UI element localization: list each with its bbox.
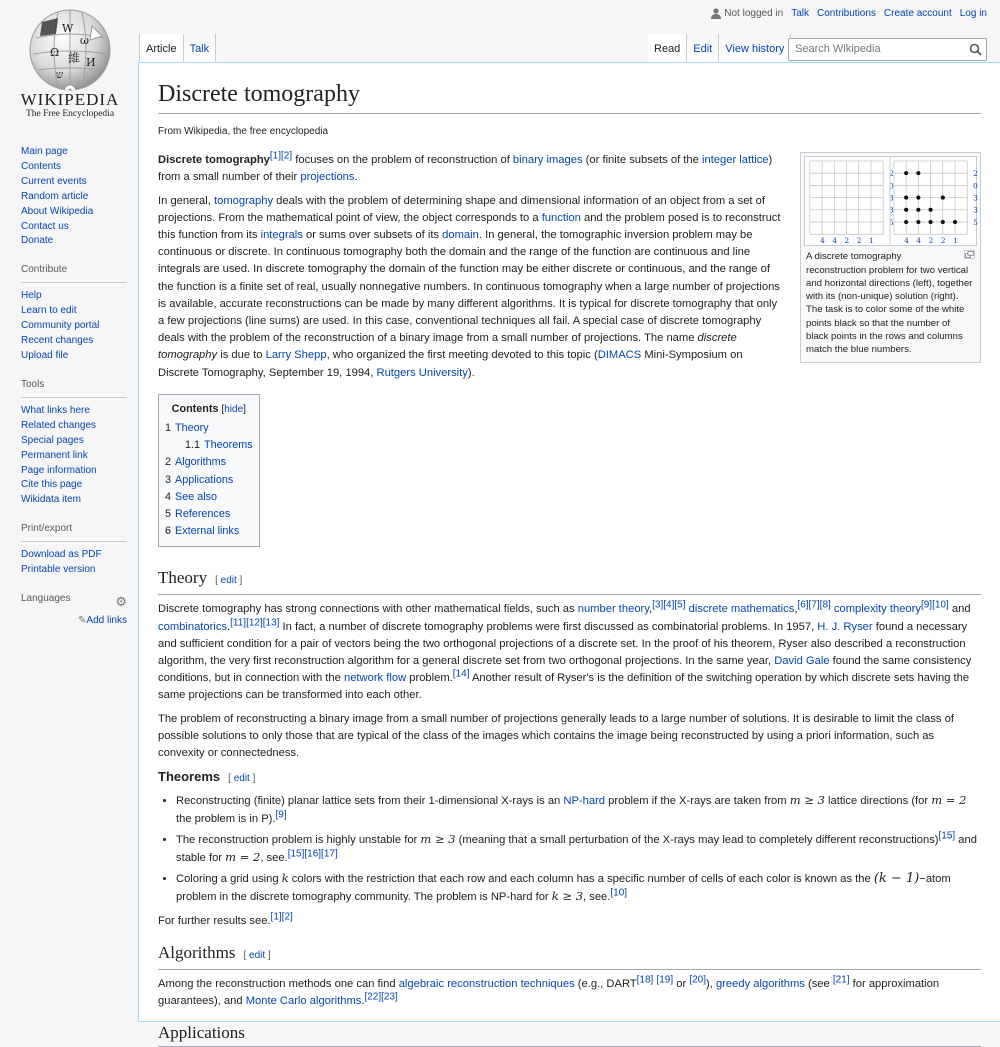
- toc-link-theorems[interactable]: Theorems: [204, 439, 253, 452]
- link-combinatorics[interactable]: combinatorics: [158, 620, 228, 633]
- bold-term: Discrete tomography: [158, 154, 270, 167]
- sidebar-item-contact[interactable]: Contact us: [21, 220, 69, 232]
- list-item: [176, 870, 981, 906]
- text: (e.g., DART: [574, 977, 637, 990]
- toc-number: 1.1: [185, 439, 201, 452]
- text: focuses on the problem of reconstruction of: [292, 154, 513, 167]
- col-sum-label: 4: [820, 236, 825, 246]
- sidebar-item-special-pages[interactable]: Special pages: [21, 434, 84, 446]
- black-point: [953, 220, 957, 224]
- toc-item[interactable]: [165, 437, 253, 454]
- link-dimacs[interactable]: DIMACS: [597, 349, 642, 362]
- row-sum-label: 3: [889, 205, 894, 215]
- text: , who organized the first meeting devoted to this topic (: [326, 349, 598, 362]
- link-algebraic-reconstruction[interactable]: algebraic reconstruction techniques: [398, 977, 575, 990]
- toc-item[interactable]: [165, 489, 253, 506]
- black-point: [941, 196, 945, 200]
- sidebar: [21, 145, 127, 638]
- svg-text:W: W: [62, 22, 74, 35]
- math-expression: (k − 1): [873, 871, 920, 887]
- ref-6-8[interactable]: [6][7][8]: [797, 599, 831, 611]
- toc-link-external-links[interactable]: External links: [175, 525, 240, 538]
- sidebar-item-learn-to-edit[interactable]: Learn to edit: [21, 305, 77, 317]
- link-larry-shepp[interactable]: Larry Shepp: [265, 349, 327, 362]
- section-heading-theory: Theory [ edit ]: [158, 567, 981, 595]
- black-point: [941, 220, 945, 224]
- link-tomography[interactable]: tomography: [213, 194, 274, 207]
- link-number-theory[interactable]: number theory: [577, 603, 650, 616]
- svg-text:維: 維: [68, 51, 81, 65]
- logo-tagline: The Free Encyclopedia: [25, 109, 115, 119]
- black-point: [904, 208, 908, 212]
- text: ,: [794, 603, 798, 616]
- text: lattice directions (for: [824, 795, 932, 808]
- text: (meaning that a small perturbation of the X-rays may lead to completely different reconstructions): [455, 833, 939, 846]
- math-expression: k: [281, 871, 289, 886]
- col-sum-label: 4: [832, 236, 837, 246]
- text: ),: [706, 977, 716, 990]
- languages-heading: Languages: [21, 593, 71, 605]
- col-sum-label: 4: [916, 236, 922, 246]
- text: For further results see.: [158, 914, 271, 927]
- row-sum-label: 3: [973, 193, 978, 203]
- text: deals with the problem of determining shape and dimensional information of an object from a set of projections. From the mathematical point of view, the object corresponds to a: [158, 194, 765, 224]
- link-greedy-algorithms[interactable]: greedy algorithms: [715, 977, 805, 990]
- link-binary-images[interactable]: binary images: [512, 154, 583, 167]
- edit-section-link[interactable]: edit: [233, 773, 250, 785]
- text: , see.: [260, 851, 288, 864]
- col-sum-label: 4: [904, 236, 909, 246]
- text: .: [227, 620, 231, 633]
- text: Among the reconstruction methods one can find: [158, 977, 399, 990]
- text: problem.: [406, 672, 453, 685]
- sidebar-item-about[interactable]: About Wikipedia: [21, 205, 94, 217]
- view-tabs: [648, 34, 791, 62]
- link-network-flow[interactable]: network flow: [343, 672, 407, 685]
- link-domain[interactable]: domain: [442, 229, 479, 242]
- link-integer-lattice[interactable]: integer lattice: [701, 154, 769, 167]
- text: problem if the X-rays are taken from: [605, 795, 790, 808]
- link-function[interactable]: function: [541, 211, 581, 224]
- row-sum-label: 3: [889, 193, 894, 203]
- toc-link-algorithms[interactable]: Algorithms: [175, 456, 227, 469]
- text: , see.: [583, 891, 611, 904]
- toc-number: 3: [165, 473, 172, 486]
- sidebar-item-help[interactable]: Help: [21, 290, 42, 302]
- figure-caption: A discrete tomography reconstruction problem for two vertical and horizontal directions (left), together with its (non-unique) solution (right). The task is to color some of the white points black so that the number of black points in the rows and columns match the blue numbers.: [806, 251, 973, 356]
- text: In general,: [158, 194, 214, 207]
- sidebar-item-upload-file[interactable]: Upload file: [21, 349, 69, 361]
- black-point: [904, 196, 908, 200]
- sidebar-item-contents[interactable]: Contents: [21, 160, 62, 172]
- text: −atom problem in the discrete tomography community. The problem is NP-hard for: [176, 873, 951, 904]
- ref-1-2[interactable]: [1][2]: [270, 910, 293, 922]
- toc-title: Contents: [171, 402, 219, 415]
- sidebar-item-wikidata-item[interactable]: Wikidata item: [21, 494, 82, 506]
- link-discrete-mathematics[interactable]: discrete mathematics: [688, 603, 795, 616]
- further-results: [158, 910, 981, 930]
- ref-2[interactable]: [2]: [281, 150, 293, 162]
- text: the problem is in P).: [176, 812, 276, 825]
- tab-read[interactable]: Read: [648, 34, 687, 62]
- svg-text:И: И: [86, 56, 96, 69]
- text: Mini-Symposium on Discrete Tomography, September 19, 1994,: [158, 349, 743, 379]
- toc-number: 1: [165, 422, 172, 435]
- print-export-heading: Print/export: [21, 520, 127, 542]
- ref-11-13[interactable]: [11][12][13]: [230, 616, 280, 628]
- search-input[interactable]: [788, 38, 987, 61]
- text: and stable for: [176, 833, 977, 864]
- logo-wordmark: WIKIPEDIA: [20, 90, 120, 109]
- ref-15-17[interactable]: [15][16][17]: [287, 848, 338, 860]
- text: found a necessary and sufficient condition for a pair of vectors being the two orthogonal projections of a discrete set. In the proof of his theorem, Ryser also described a reconstruction algorithm, the very first reconstruction algorithm for a general discrete set from two orthogonal projections. In the same year,: [158, 620, 968, 668]
- add-links-link[interactable]: Add links: [86, 615, 127, 627]
- sidebar-languages: [21, 590, 127, 626]
- search-placeholder: Search Wikipedia: [795, 43, 881, 55]
- svg-text:ש: ש: [56, 70, 64, 81]
- link-integrals[interactable]: integrals: [260, 229, 303, 242]
- text: Coloring a grid using: [176, 873, 282, 886]
- heading-text: Algorithms: [158, 942, 236, 962]
- ref-21[interactable]: [21]: [832, 973, 850, 985]
- tomography-figure[interactable]: [804, 156, 977, 246]
- text: ).: [467, 366, 475, 379]
- black-point: [916, 196, 920, 200]
- sidebar-item-printable-version[interactable]: Printable version: [21, 564, 96, 576]
- sidebar-item-random-article[interactable]: Random article: [21, 190, 89, 202]
- black-point: [916, 208, 920, 212]
- toc-number: 4: [165, 490, 172, 503]
- black-point: [929, 208, 933, 212]
- black-point: [916, 171, 920, 175]
- tab-talk[interactable]: Talk: [184, 34, 217, 62]
- ref-15[interactable]: [15]: [938, 829, 956, 841]
- text: Reconstructing (finite) planar lattice sets from their 1-dimensional X-rays is an: [176, 795, 564, 808]
- sidebar-navigation: [21, 145, 127, 249]
- text: ) from a small number of their: [158, 154, 773, 184]
- black-point: [916, 220, 920, 224]
- svg-text:ω: ω: [80, 34, 89, 47]
- ref-3-5[interactable]: [3][4][5]: [652, 599, 686, 611]
- sidebar-item-cite-this-page[interactable]: Cite this page: [21, 479, 83, 491]
- link-np-hard[interactable]: NP-hard: [563, 795, 606, 808]
- sidebar-item-download-pdf[interactable]: Download as PDF: [21, 549, 102, 561]
- link-monte-carlo[interactable]: Monte Carlo algorithms: [245, 994, 362, 1007]
- black-point: [929, 220, 933, 224]
- not-logged-in-label: Not logged in: [724, 8, 784, 19]
- ref-22-23[interactable]: [22][23]: [364, 991, 398, 1003]
- toc-hide-toggle[interactable]: hide: [224, 403, 244, 415]
- heading-text: Theory: [158, 568, 208, 588]
- section-heading-applications: Applications: [158, 1022, 981, 1047]
- link-projections[interactable]: projections: [300, 171, 355, 184]
- search-icon[interactable]: [969, 43, 982, 56]
- toc-link-applications[interactable]: Applications: [175, 473, 234, 486]
- tools-heading: Tools: [21, 376, 127, 398]
- login-link[interactable]: Log in: [959, 8, 987, 19]
- ref-19[interactable]: [19]: [656, 973, 674, 985]
- sidebar-item-permanent-link[interactable]: Permanent link: [21, 449, 88, 461]
- toc-link-see-also[interactable]: See also: [175, 490, 218, 503]
- ref-9[interactable]: [9]: [275, 808, 287, 820]
- col-sum-label: 2: [940, 236, 946, 246]
- text: colors with the restriction that each row and each column has a specific number of cells of each color is known as the: [288, 873, 874, 886]
- row-sum-label: 5: [973, 218, 978, 228]
- row-sum-label: 0: [889, 181, 894, 191]
- ref-18[interactable]: [18]: [636, 973, 654, 985]
- text: for approximation guarantees), and: [158, 977, 940, 1007]
- toc-number: 6: [165, 525, 172, 538]
- text: . In general, the tomographic inversion problem may be continuous or discrete. In continuous tomography both the domain and the range of the function are continuous and line integrals are used. In discrete tomography the domain of the function may be either discrete or continuous, and the range of the function is a finite set of real, usually nonnegative numbers. In continuous tomography when a large number of projections is available, accurate reconstructions can be made by many different algorithms. It is typical for discrete tomography that only a few projections (line sums) are used. In this case, conventional techniques all fail. A special case of discrete tomography deals with the problem of the reconstruction of a binary image from a small number of projections. The name: [158, 229, 780, 345]
- namespace-tabs: [139, 34, 216, 62]
- heading-text: Theorems: [158, 769, 221, 785]
- row-sum-label: 2: [973, 169, 978, 179]
- math-expression: m ≥ 3: [789, 793, 825, 808]
- personal-tools: [711, 8, 987, 19]
- col-sum-label: 2: [844, 236, 850, 246]
- sidebar-item-recent-changes[interactable]: Recent changes: [21, 335, 94, 347]
- toc-link-references[interactable]: References: [175, 508, 231, 521]
- talk-link[interactable]: Talk: [791, 8, 809, 19]
- globe-icon: [28, 8, 112, 92]
- tab-article[interactable]: Article: [139, 34, 184, 62]
- algorithms-paragraph: [158, 973, 981, 1010]
- math-expression: m ≥ 3: [420, 831, 456, 846]
- table-of-contents: Contents [hide] 1 Theory 1.1 Theorems 2 Algorithms 3 Applications 4 See also 5 References 6 External links: [158, 394, 260, 548]
- article-content: [138, 62, 1000, 1043]
- text: ,: [649, 603, 653, 616]
- row-sum-label: 5: [889, 218, 894, 228]
- sidebar-item-community-portal[interactable]: Community portal: [21, 320, 100, 332]
- sidebar-item-current-events[interactable]: Current events: [21, 175, 87, 187]
- toc-item[interactable]: [165, 420, 253, 437]
- text: (or finite subsets of the: [582, 154, 702, 167]
- ref-20[interactable]: [20]: [689, 973, 706, 985]
- site-subtitle: From Wikipedia, the free encyclopedia: [158, 126, 329, 137]
- not-logged-in: [711, 8, 783, 19]
- theory-paragraph-2: The problem of reconstructing a binary image from a small number of projections generally leads to a large number of solutions. It is desirable to limit the class of possible solutions to only those that are typical of the class of the images which contains the image being reconstructed by using a priori information, such as convexity or connectedness.: [158, 712, 954, 760]
- text: (see: [804, 977, 833, 990]
- toc-item[interactable]: [165, 523, 253, 540]
- toc-number: 5: [165, 508, 172, 521]
- link-rutgers[interactable]: Rutgers University: [376, 366, 468, 379]
- list-item: [176, 792, 981, 827]
- pencil-icon: ✎: [78, 615, 87, 627]
- sidebar-item-page-information[interactable]: Page information: [21, 464, 97, 476]
- text: Discrete tomography has strong connections with other mathematical fields, such as: [158, 603, 578, 616]
- theorems-list: [158, 792, 981, 906]
- sidebar-print-export: [21, 520, 127, 578]
- text: Another result of Ryser's is the definition of the switching operation by which discrete sets having the same projections can be transformed into each other.: [158, 672, 970, 702]
- text: The reconstruction problem is highly unstable for: [176, 833, 421, 846]
- sidebar-tools: [21, 376, 127, 508]
- svg-text:Ω: Ω: [50, 46, 60, 59]
- text: In fact, a number of discrete tomography problems were first discussed as combinatorial problems. In 1957,: [279, 620, 818, 633]
- wikipedia-logo[interactable]: [10, 8, 130, 126]
- link-david-gale[interactable]: David Gale: [774, 655, 830, 668]
- figure-thumbnail: [800, 152, 981, 362]
- col-sum-label: 1: [868, 236, 874, 246]
- italic-term: discrete tomography: [158, 332, 737, 362]
- toc-item[interactable]: [165, 472, 253, 489]
- subsection-heading-theorems: Theorems [ edit ]: [158, 769, 256, 785]
- ref-9-10[interactable]: [9][10]: [920, 599, 949, 611]
- theory-paragraph-1: [158, 601, 981, 704]
- math-expression: k ≥ 3: [551, 889, 584, 904]
- toc-number: 2: [165, 456, 172, 469]
- row-sum-label: 2: [889, 169, 894, 179]
- gear-icon[interactable]: ⚙: [115, 593, 127, 609]
- text: or: [673, 977, 690, 990]
- user-icon: [711, 8, 721, 19]
- ref-10[interactable]: [10]: [610, 887, 628, 899]
- text: and the problem posed is to reconstruct this function from its: [158, 211, 781, 242]
- row-sum-label: 3: [973, 205, 978, 215]
- toc-item[interactable]: [165, 454, 253, 471]
- tab-view-history[interactable]: View history: [719, 34, 791, 62]
- list-item: [176, 831, 981, 867]
- create-account-link[interactable]: Create account: [883, 8, 952, 19]
- col-sum-label: 2: [928, 236, 934, 246]
- page-title: Discrete tomography: [158, 79, 981, 114]
- text: or sums over subsets of its: [302, 229, 443, 242]
- link-complexity-theory[interactable]: complexity theory: [833, 603, 921, 616]
- col-sum-label: 1: [953, 236, 958, 246]
- contribute-heading: Contribute: [21, 261, 127, 283]
- section-heading-algorithms: Algorithms [ edit ]: [158, 942, 981, 970]
- text: .: [354, 171, 358, 184]
- sidebar-item-related-changes[interactable]: Related changes: [21, 419, 97, 431]
- edit-section-link[interactable]: edit: [220, 575, 237, 587]
- tab-edit[interactable]: Edit: [687, 34, 719, 62]
- math-expression: m = 2: [225, 849, 261, 864]
- black-point: [904, 171, 908, 175]
- ref-14[interactable]: [14]: [452, 668, 470, 680]
- text: .: [361, 994, 365, 1007]
- sidebar-item-main-page[interactable]: Main page: [21, 146, 68, 157]
- math-expression: m = 2: [931, 793, 967, 808]
- link-hj-ryser[interactable]: H. J. Ryser: [817, 620, 873, 633]
- sidebar-item-what-links-here[interactable]: What links here: [21, 404, 90, 416]
- black-point: [904, 220, 908, 224]
- sidebar-contribute: [21, 261, 127, 364]
- text: is due to: [217, 349, 266, 362]
- toc-link-theory[interactable]: Theory: [175, 422, 209, 435]
- text: and: [948, 603, 971, 616]
- toc-item[interactable]: [165, 506, 253, 523]
- row-sum-label: 0: [973, 181, 978, 191]
- text: found the same consistency conditions, but in connection with the: [158, 655, 972, 685]
- ref-1[interactable]: [1]: [269, 150, 282, 162]
- enlarge-icon[interactable]: [964, 250, 975, 259]
- sidebar-item-donate[interactable]: Donate: [21, 235, 54, 247]
- contributions-link[interactable]: Contributions: [817, 8, 876, 19]
- edit-section-link[interactable]: edit: [249, 949, 266, 961]
- col-sum-label: 2: [856, 236, 862, 246]
